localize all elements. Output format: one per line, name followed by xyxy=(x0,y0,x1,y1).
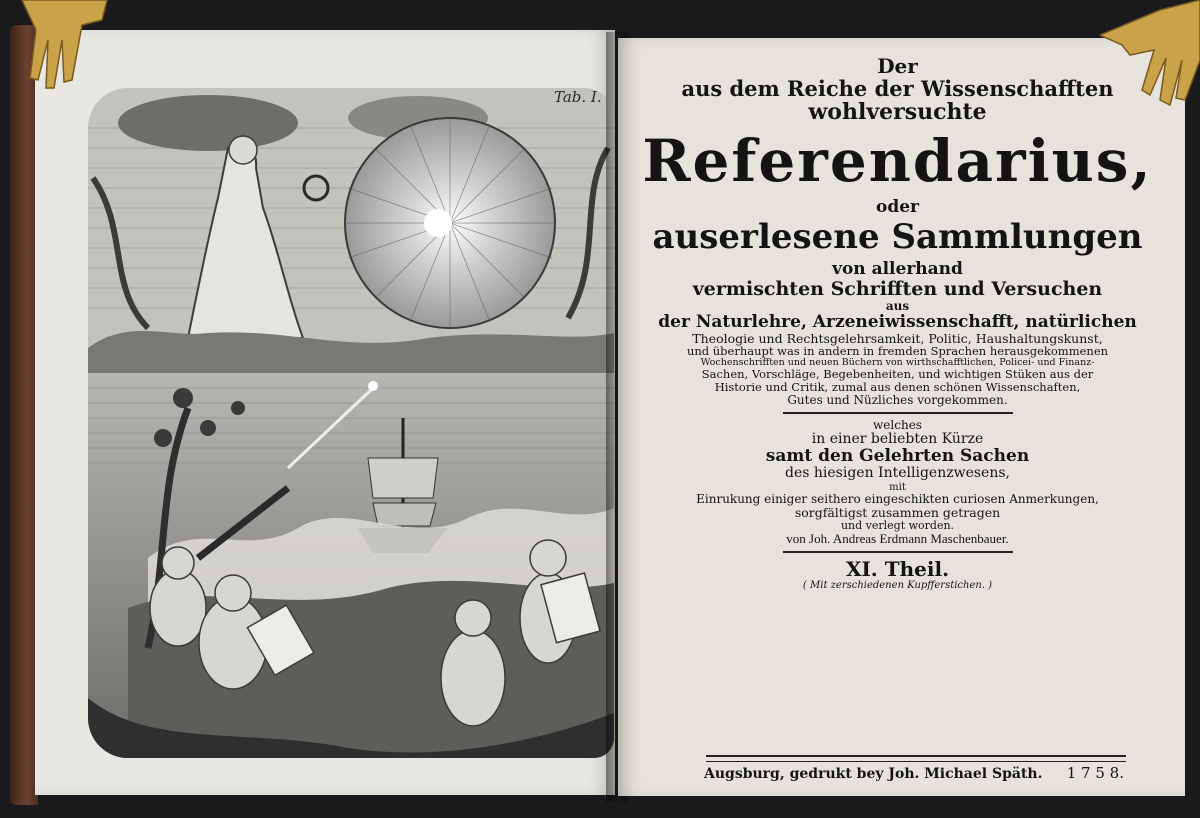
title-line: Sachen, Vorschläge, Begebenheiten, und wichtigen Stüken aus der xyxy=(701,367,1094,382)
title-line: Der xyxy=(877,54,918,78)
book-binding-edge xyxy=(10,25,38,805)
title-line: von allerhand xyxy=(832,259,963,280)
title-line: der Naturlehre, Arzeneiwissenschafft, natürlichen xyxy=(658,311,1137,332)
title-line: und verlegt worden. xyxy=(840,518,955,532)
title-line: Theologie und Rechtsgelehrsamkeit, Politic, Haushaltungskunst, xyxy=(692,330,1103,346)
title-line: Wochenschrifften und neuen Büchern von wirthschafftlichen, Policei- und Finanz- xyxy=(700,357,1095,368)
brass-page-holder-left xyxy=(12,0,122,95)
title-line: oder xyxy=(876,197,919,218)
title-line: Gutes und Nüzliches vorgekommen. xyxy=(787,392,1008,407)
author-line: von Joh. Andreas Erdmann Maschenbauer. xyxy=(786,530,1009,546)
title-line: und überhaupt was in andern in fremden Sprachen herausgekommenen xyxy=(686,344,1109,359)
title-line: sorgfältigst zusammen getragen xyxy=(794,504,1001,520)
main-title: Referendarius, xyxy=(642,127,1153,196)
title-line: aus dem Reiche der Wissenschafften xyxy=(681,76,1114,101)
ornamental-divider xyxy=(763,548,1033,556)
subtitle: auserlesene Sammlungen xyxy=(652,216,1143,257)
title-line: Einrukung einiger seithero eingeschikten curiosen Anmerkungen, xyxy=(696,491,1099,506)
title-line: samt den Gelehrten Sachen xyxy=(765,446,1030,467)
title-line: wohlversuchte xyxy=(808,99,987,126)
title-line: vermischten Schrifften und Versuchen xyxy=(692,277,1103,300)
brass-page-holder-right xyxy=(1100,0,1200,110)
ornamental-divider xyxy=(763,409,1033,417)
imprint-year: 1 7 5 8. xyxy=(1066,764,1124,782)
imprint xyxy=(704,764,1124,782)
imprint-rule xyxy=(706,755,1126,762)
title-page-text xyxy=(620,55,1175,591)
title-line: Historie und Critik, zumal aus denen schönen Wissenschaften, xyxy=(714,380,1081,395)
title-line: mit xyxy=(889,481,906,493)
title-line: ( Mit zerschiedenen Kupfferstichen. ) xyxy=(802,579,993,591)
imprint-publisher: Augsburg, gedrukt bey Joh. Michael Späth. xyxy=(704,766,1043,782)
title-line: in einer beliebten Kürze xyxy=(811,431,984,448)
plate-label: Tab. I. xyxy=(554,88,602,106)
title-line: welches xyxy=(873,417,922,432)
title-line: des hiesigen Intelligenzwesens, xyxy=(785,465,1010,482)
volume-label: XI. Theil. xyxy=(845,556,950,581)
title-line: aus xyxy=(885,298,910,313)
frontispiece-engraving xyxy=(88,88,614,758)
engraving-illustration xyxy=(88,88,614,758)
